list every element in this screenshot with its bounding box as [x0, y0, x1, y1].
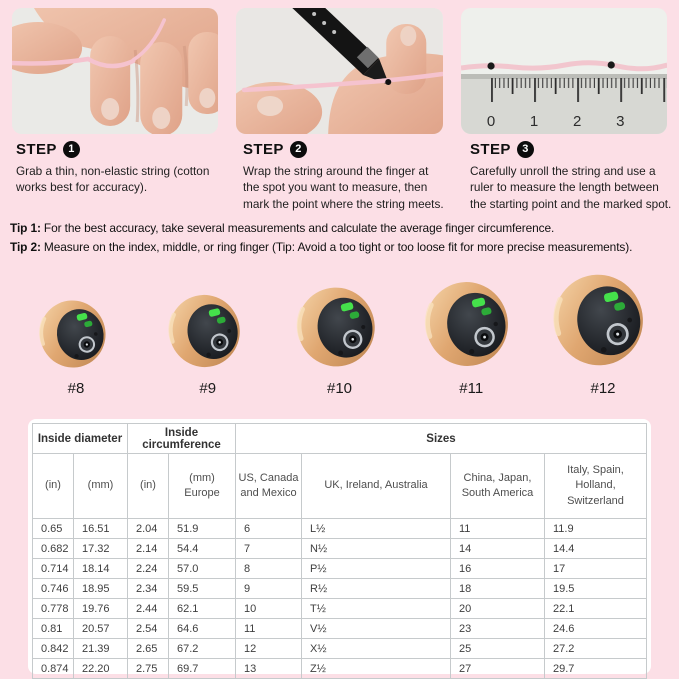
step-number-badge: 2 [290, 141, 307, 158]
table-cell: 2.44 [128, 599, 169, 619]
steps-row [16, 141, 675, 212]
table-cell: 62.1 [169, 599, 236, 619]
table-cell: 11.9 [545, 519, 647, 539]
table-cell: 27 [451, 659, 545, 679]
table-cell: 7 [236, 539, 302, 559]
step-photos-row [12, 8, 667, 134]
table-cell: 22.1 [545, 599, 647, 619]
table-cell: 18 [451, 579, 545, 599]
tip-label: Tip 2: [10, 240, 41, 254]
table-subheader-mm-diameter: (mm) [74, 454, 128, 519]
ring-size-label: #9 [199, 380, 217, 397]
table-subheader-mm-europe: (mm) Europe [169, 454, 236, 519]
table-cell: 11 [451, 519, 545, 539]
ruler-illustration [461, 8, 667, 134]
table-cell: P½ [302, 559, 451, 579]
string-start-mark [487, 62, 494, 69]
photo-step1-string-around-finger [12, 8, 218, 134]
table-row [33, 639, 647, 659]
table-cell: 2.34 [128, 579, 169, 599]
table-cell: 25 [451, 639, 545, 659]
table-cell: 0.778 [33, 599, 74, 619]
ruler-number: 3 [615, 113, 625, 130]
step-block [243, 141, 448, 212]
table-row [33, 659, 647, 679]
table-cell: 11 [236, 619, 302, 639]
step-description: Grab a thin, non-elastic string (cotton works best for accuracy). [16, 164, 210, 195]
table-row [33, 559, 647, 579]
step-heading [470, 141, 675, 158]
table-group-header-inside-circumference: Inside circumference [128, 424, 236, 454]
table-cell: 0.81 [33, 619, 74, 639]
table-cell: N½ [302, 539, 451, 559]
table-subheader-uk-ireland-australia: UK, Ireland, Australia [302, 454, 451, 519]
table-cell: 59.5 [169, 579, 236, 599]
ring-size-label: #12 [590, 380, 616, 397]
table-cell: 2.14 [128, 539, 169, 559]
table-cell: 18.14 [74, 559, 128, 579]
table-cell: 0.714 [33, 559, 74, 579]
table-cell: 19.5 [545, 579, 647, 599]
table-cell: 2.65 [128, 639, 169, 659]
table-cell: 20.57 [74, 619, 128, 639]
step-description: Wrap the string around the finger at the spot you want to measure, then mark the point where the string meets. [243, 164, 444, 211]
table-cell: Z½ [302, 659, 451, 679]
table-subheader-italy-spain-holland-switzerland: Italy, Spain, Holland, Switzerland [545, 454, 647, 519]
ring-size-label: #10 [326, 380, 353, 397]
step-heading [16, 141, 221, 158]
ruler-number: 1 [529, 113, 538, 130]
smart-ring-icon [36, 294, 116, 374]
table-cell: 9 [236, 579, 302, 599]
table-cell: 14 [451, 539, 545, 559]
table-cell: L½ [302, 519, 451, 539]
table-cell: V½ [302, 619, 451, 639]
table-row [33, 579, 647, 599]
table-cell: 16 [451, 559, 545, 579]
table-row [33, 619, 647, 639]
table-cell: 10 [236, 599, 302, 619]
table-group-header-sizes: Sizes [236, 424, 647, 454]
tip-label: Tip 1: [10, 221, 41, 235]
table-cell: 20 [451, 599, 545, 619]
table-cell: 69.7 [169, 659, 236, 679]
photo-step2-mark-string [236, 8, 442, 134]
table-cell: 64.6 [169, 619, 236, 639]
table-cell: 8 [236, 559, 302, 579]
size-conversion-table [32, 423, 647, 679]
tip-item [10, 221, 677, 235]
step-label: STEP [243, 141, 284, 158]
smart-ring-icon [549, 266, 657, 374]
photo-step3-ruler-measure [461, 8, 667, 134]
size-table-panel [28, 419, 651, 674]
table-cell: X½ [302, 639, 451, 659]
table-cell: 67.2 [169, 639, 236, 659]
table-subheader-china-japan-south-america: China, Japan, South America [451, 454, 545, 519]
step-heading [243, 141, 448, 158]
table-row [33, 599, 647, 619]
table-cell: 13 [236, 659, 302, 679]
table-cell: 2.54 [128, 619, 169, 639]
ring-item [409, 274, 533, 397]
step-label: STEP [470, 141, 511, 158]
string-end-mark [607, 61, 614, 68]
table-cell: 0.842 [33, 639, 74, 659]
table-cell: 16.51 [74, 519, 128, 539]
table-cell: 21.39 [74, 639, 128, 659]
step-description: Carefully unroll the string and use a ruler to measure the length between the starting point and the marked spot. [470, 164, 672, 211]
table-cell: 23 [451, 619, 545, 639]
ring-size-label: #8 [67, 380, 85, 397]
step-label: STEP [16, 141, 57, 158]
table-cell: 14.4 [545, 539, 647, 559]
table-cell: 0.746 [33, 579, 74, 599]
table-cell: R½ [302, 579, 451, 599]
tip-item [10, 240, 677, 254]
ring-item [541, 266, 665, 397]
table-cell: 2.24 [128, 559, 169, 579]
ruler-number: 0 [486, 113, 495, 130]
table-cell: 0.874 [33, 659, 74, 679]
ring-size-label: #11 [459, 380, 484, 397]
smart-ring-icon [421, 274, 521, 374]
smart-ring-icon [165, 288, 251, 374]
table-cell: 0.682 [33, 539, 74, 559]
marker-hand-illustration [236, 8, 442, 134]
table-cell: 22.20 [74, 659, 128, 679]
table-cell: 24.6 [545, 619, 647, 639]
ring-item [146, 288, 270, 397]
table-cell: 19.76 [74, 599, 128, 619]
table-cell: 2.04 [128, 519, 169, 539]
smart-ring-icon [293, 280, 387, 374]
table-cell: 17.32 [74, 539, 128, 559]
table-cell: 6 [236, 519, 302, 539]
table-group-header-inside-diameter: Inside diameter [33, 424, 128, 454]
step-block [470, 141, 675, 212]
table-cell: 12 [236, 639, 302, 659]
table-cell: 27.2 [545, 639, 647, 659]
tip-text: Measure on the index, middle, or ring finger (Tip: Avoid a too tight or too loose fit for more precise measurements). [43, 240, 633, 254]
ring-sizes-row [14, 263, 665, 397]
table-subheader-in-circumference: (in) [128, 454, 169, 519]
table-row [33, 539, 647, 559]
tip-text: For the best accuracy, take several measurements and calculate the average finger circumference. [43, 221, 555, 235]
table-cell: 2.75 [128, 659, 169, 679]
ruler-number: 2 [572, 113, 582, 130]
ring-item [14, 294, 138, 397]
table-subheader-in-diameter: (in) [33, 454, 74, 519]
table-cell: 51.9 [169, 519, 236, 539]
ink-mark-dot [386, 79, 392, 85]
table-cell: 57.0 [169, 559, 236, 579]
hand-string-illustration [12, 8, 218, 134]
ruler-ticks [491, 78, 667, 104]
table-cell: 0.65 [33, 519, 74, 539]
step-block [16, 141, 221, 212]
table-subheader-us-canada-mexico: US, Canada and Mexico [236, 454, 302, 519]
table-cell: 54.4 [169, 539, 236, 559]
ring-item [278, 280, 402, 397]
table-cell: 18.95 [74, 579, 128, 599]
table-cell: 17 [545, 559, 647, 579]
table-row [33, 519, 647, 539]
step-number-badge: 3 [517, 141, 534, 158]
step-number-badge: 1 [63, 141, 80, 158]
tips-section [10, 221, 677, 259]
table-cell: T½ [302, 599, 451, 619]
table-cell: 29.7 [545, 659, 647, 679]
